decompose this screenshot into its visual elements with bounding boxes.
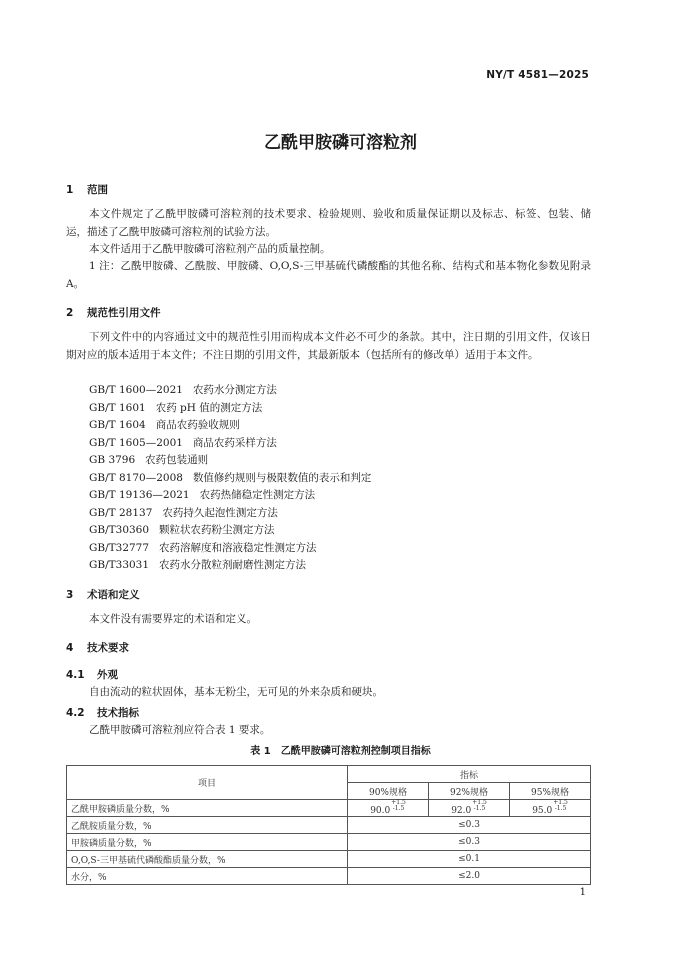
reference-name: 商品农药验收规则 [155,419,240,431]
table-row [67,817,591,834]
table-header-row [67,766,591,783]
reference-code: GB/T 19136—2021 [89,489,190,501]
reference-code: GB/T 1601 [89,402,146,414]
row-value: ≤0.3 [348,834,591,851]
section-1-paragraph-2: 本文件适用于乙酰甲胺磷可溶粒剂产品的质量控制。 [89,243,331,255]
table-row [67,800,591,817]
reference-name: 农药热储稳定性测定方法 [199,489,316,501]
reference-item [89,557,306,572]
reference-code: GB/T 1605—2001 [89,437,183,449]
section-number: 2 [66,307,74,319]
section-title: 技术指标 [97,707,139,719]
row-value: ≤0.3 [348,817,591,834]
section-1-paragraph-1: 本文件规定了乙酰甲胺磷可溶粒剂的技术要求、检验规则、验收和质量保证期以及标志、标签、包装、储运，描述了乙酰甲胺磷可溶粒剂的试验方法。 [66,208,591,238]
section-number: 4.1 [66,669,85,681]
reference-code: GB/T 1600—2021 [89,384,183,396]
section-title: 技术要求 [87,642,129,654]
reference-code: GB/T 8170—2008 [89,472,183,484]
reference-name: 农药水分散粒剂耐磨性测定方法 [159,559,307,571]
section-4-2-paragraph: 乙酰甲胺磷可溶粒剂应符合表 1 要求。 [89,724,271,736]
section-title: 术语和定义 [87,589,140,601]
value-number: 95.0 [532,806,553,816]
tolerance: +1.5 -1.5 [553,799,568,812]
reference-name: 农药包装通则 [145,454,209,466]
row-item: O,O,S-三甲基硫代磷酸酯质量分数，% [67,851,348,868]
row-item: 乙酰甲胺磷质量分数，% [67,800,348,817]
header-spec: 90%规格 [348,783,429,800]
section-2-heading [66,305,161,320]
header-spec: 92%规格 [429,783,510,800]
value-number: 90.0 [370,806,391,816]
reference-item [89,417,240,432]
tolerance: +1.5 -1.5 [472,799,487,812]
spec-table [66,765,591,885]
section-4-heading [66,640,129,655]
section-4-2-heading [66,705,139,720]
row-value: ≤2.0 [348,868,591,885]
reference-name: 数值修约规则与极限数值的表示和判定 [192,472,372,484]
reference-name: 农药溶解度和溶液稳定性测定方法 [159,542,317,554]
section-2-paragraph-1: 下列文件中的内容通过文中的规范性引用而构成本文件必不可少的条款。其中，注日期的引用文件，仅该日期对应的版本适用于本文件；不注日期的引用文件，其最新版本（包括所有的修改单）适用于本文件。 [66,331,591,361]
table-row [67,868,591,885]
reference-code: GB/T32777 [89,542,150,554]
header-item: 项目 [67,766,348,800]
section-number: 3 [66,589,74,601]
reference-item [89,540,317,555]
section-4-1-paragraph: 自由流动的粒状固体，基本无粉尘，无可见的外来杂质和硬块。 [89,686,383,698]
reference-code: GB/T 1604 [89,419,146,431]
section-1-note: 1 注：乙酰甲胺磷、乙酰胺、甲胺磷、O,O,S-三甲基硫代磷酸酯的其他名称、结构式和基本物化参数见附录 A。 [66,260,591,290]
row-value: ≤0.1 [348,851,591,868]
section-number: 4.2 [66,707,85,719]
section-title: 外观 [97,669,118,681]
table-caption: 表 1 乙酰甲胺磷可溶粒剂控制项目指标 [250,746,431,757]
reference-item [89,435,277,450]
section-1-heading [66,182,108,197]
row-item: 甲胺磷质量分数，% [67,834,348,851]
reference-item [89,487,315,502]
reference-item [89,522,275,537]
header-spec: 95%规格 [510,783,591,800]
reference-name: 农药水分测定方法 [192,384,277,396]
tolerance: +1.5 -1.5 [391,799,406,812]
section-number: 1 [66,184,74,196]
page-title: 乙酰甲胺磷可溶粒剂 [264,133,417,153]
reference-item [89,452,208,467]
reference-name: 农药持久起泡性测定方法 [162,507,278,519]
row-value [429,800,510,817]
reference-code: GB 3796 [89,454,136,466]
section-number: 4 [66,642,74,654]
reference-item [89,505,278,520]
page-number: 1 [579,887,586,898]
header-index: 指标 [348,766,591,783]
section-title: 规范性引用文件 [87,307,161,319]
table-row [67,851,591,868]
reference-item [89,382,277,397]
section-3-paragraph-1: 本文件没有需要界定的术语和定义。 [89,613,257,625]
section-title: 范围 [87,184,108,196]
row-item: 水分，% [67,868,348,885]
reference-code: GB/T33031 [89,559,150,571]
row-value [348,800,429,817]
value-number: 92.0 [451,806,472,816]
table-row [67,834,591,851]
reference-item [89,470,371,485]
reference-name: 商品农药采样方法 [192,437,277,449]
document-code: NY/T 4581—2025 [486,69,589,81]
reference-name: 农药 pH 值的测定方法 [155,402,263,414]
reference-code: GB/T 28137 [89,507,153,519]
row-item: 乙酰胺质量分数，% [67,817,348,834]
reference-name: 颗粒状农药粉尘测定方法 [159,524,275,536]
reference-code: GB/T30360 [89,524,150,536]
section-4-1-heading [66,667,118,682]
section-3-heading [66,587,140,602]
reference-item [89,400,262,415]
row-value [510,800,591,817]
